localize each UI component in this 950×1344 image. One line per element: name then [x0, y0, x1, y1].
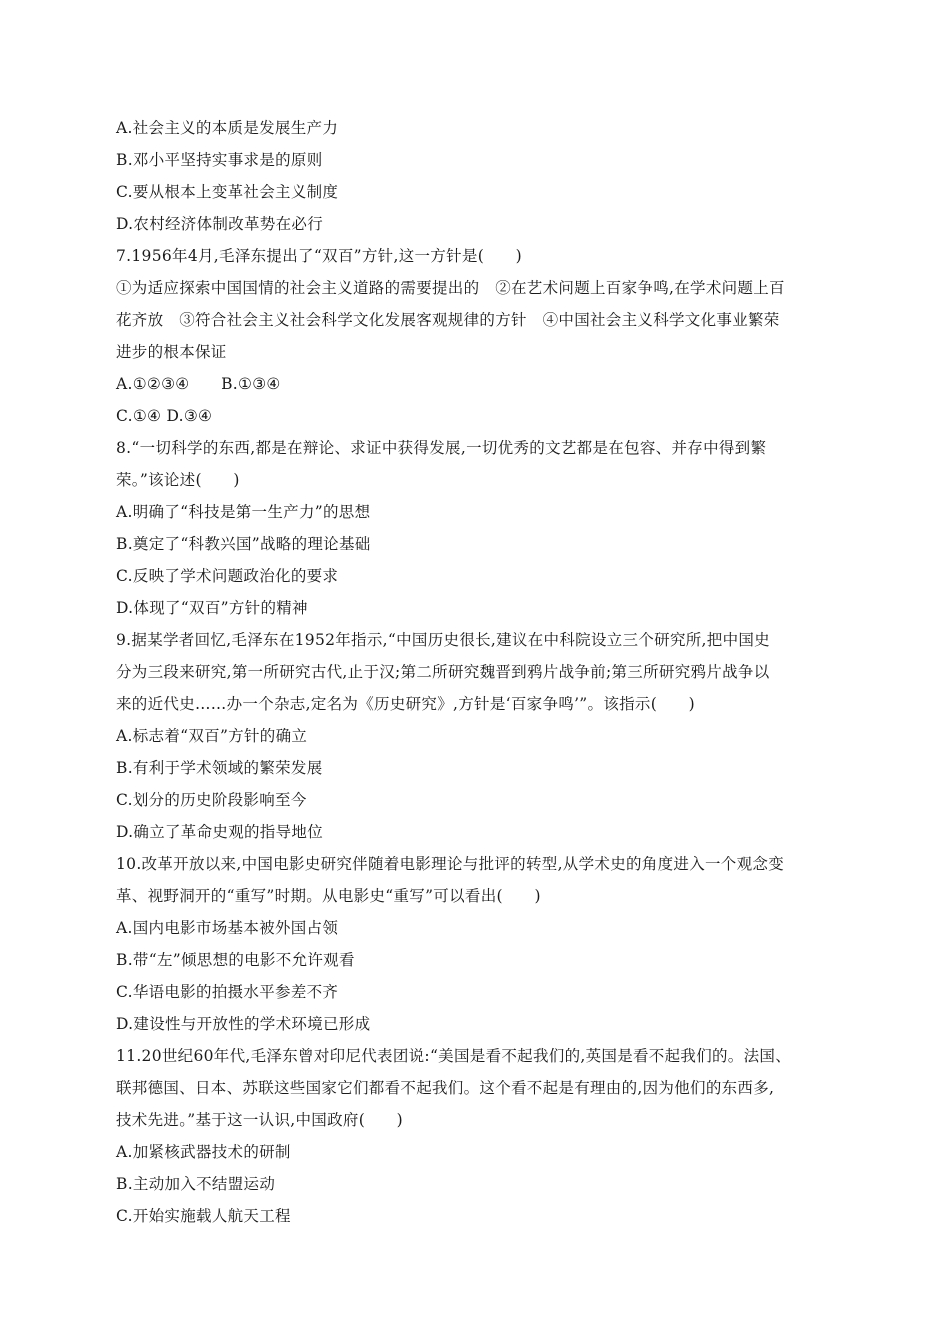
option-8a: A.明确了“科技是第一生产力”的思想 — [116, 503, 371, 521]
option-11a: A.加紧核武器技术的研制 — [116, 1143, 291, 1161]
question-11-stem-line-2: 联邦德国、日本、苏联这些国家它们都看不起我们。这个看不起是有理由的,因为他们的东西多, — [116, 1079, 775, 1097]
question-7-items-line-2: 花齐放 ③符合社会主义社会科学文化发展客观规律的方针 ④中国社会主义科学文化事业繁荣 — [116, 311, 780, 329]
question-9-stem-line-1: 9.据某学者回忆,毛泽东在1952年指示,“中国历史很长,建议在中科院设立三个研究所,把中国史 — [116, 631, 770, 649]
question-8-stem-line-1: 8.“一切科学的东西,都是在辩论、求证中获得发展,一切优秀的文艺都是在包容、并存中得到繁 — [116, 439, 767, 457]
option-10b: B.带“左”倾思想的电影不允许观看 — [116, 951, 355, 969]
option-6b: B.邓小平坚持实事求是的原则 — [116, 151, 323, 169]
question-7-stem: 7.1956年4月,毛泽东提出了“双百”方针,这一方针是( ) — [116, 247, 522, 265]
document-page — [116, 112, 846, 1232]
question-8-stem-line-2: 荣。”该论述( ) — [116, 471, 240, 489]
question-11-stem-line-3: 技术先进。”基于这一认识,中国政府( ) — [116, 1111, 403, 1129]
option-8b: B.奠定了“科教兴国”战略的理论基础 — [116, 535, 371, 553]
question-9-stem-line-2: 分为三段来研究,第一所研究古代,止于汉;第二所研究魏晋到鸦片战争前;第三所研究鸦片战争以 — [116, 663, 770, 681]
option-9d: D.确立了革命史观的指导地位 — [116, 823, 324, 841]
option-9c: C.划分的历史阶段影响至今 — [116, 791, 307, 809]
question-11-stem-line-1: 11.20世纪60年代,毛泽东曾对印尼代表团说:“美国是看不起我们的,英国是看不起我们的。法国、 — [116, 1047, 791, 1065]
options-7-ab: A.①②③④ B.①③④ — [116, 375, 281, 393]
option-8d: D.体现了“双百”方针的精神 — [116, 599, 308, 617]
option-9a: A.标志着“双百”方针的确立 — [116, 727, 308, 745]
options-7-cd: C.①④ D.③④ — [116, 407, 213, 425]
option-6a: A.社会主义的本质是发展生产力 — [116, 119, 339, 137]
question-7-items-line-1: ①为适应探索中国国情的社会主义道路的需要提出的 ②在艺术问题上百家争鸣,在学术问题上百 — [116, 279, 785, 297]
option-11c: C.开始实施载人航天工程 — [116, 1207, 291, 1225]
question-10-stem-line-1: 10.改革开放以来,中国电影史研究伴随着电影理论与批评的转型,从学术史的角度进入一个观念变 — [116, 855, 785, 873]
option-10d: D.建设性与开放性的学术环境已形成 — [116, 1015, 371, 1033]
option-10a: A.国内电影市场基本被外国占领 — [116, 919, 339, 937]
option-10c: C.华语电影的拍摄水平参差不齐 — [116, 983, 339, 1001]
question-9-stem-line-3: 来的近代史……办一个杂志,定名为《历史研究》,方针是‘百家争鸣’”。该指示( ) — [116, 695, 696, 713]
question-10-stem-line-2: 革、视野洞开的“重写”时期。从电影史“重写”可以看出( ) — [116, 887, 541, 905]
option-6c: C.要从根本上变革社会主义制度 — [116, 183, 339, 201]
option-8c: C.反映了学术问题政治化的要求 — [116, 567, 339, 585]
option-6d: D.农村经济体制改革势在必行 — [116, 215, 324, 233]
question-7-items-line-3: 进步的根本保证 — [116, 343, 227, 361]
option-9b: B.有利于学术领域的繁荣发展 — [116, 759, 323, 777]
option-11b: B.主动加入不结盟运动 — [116, 1175, 276, 1193]
